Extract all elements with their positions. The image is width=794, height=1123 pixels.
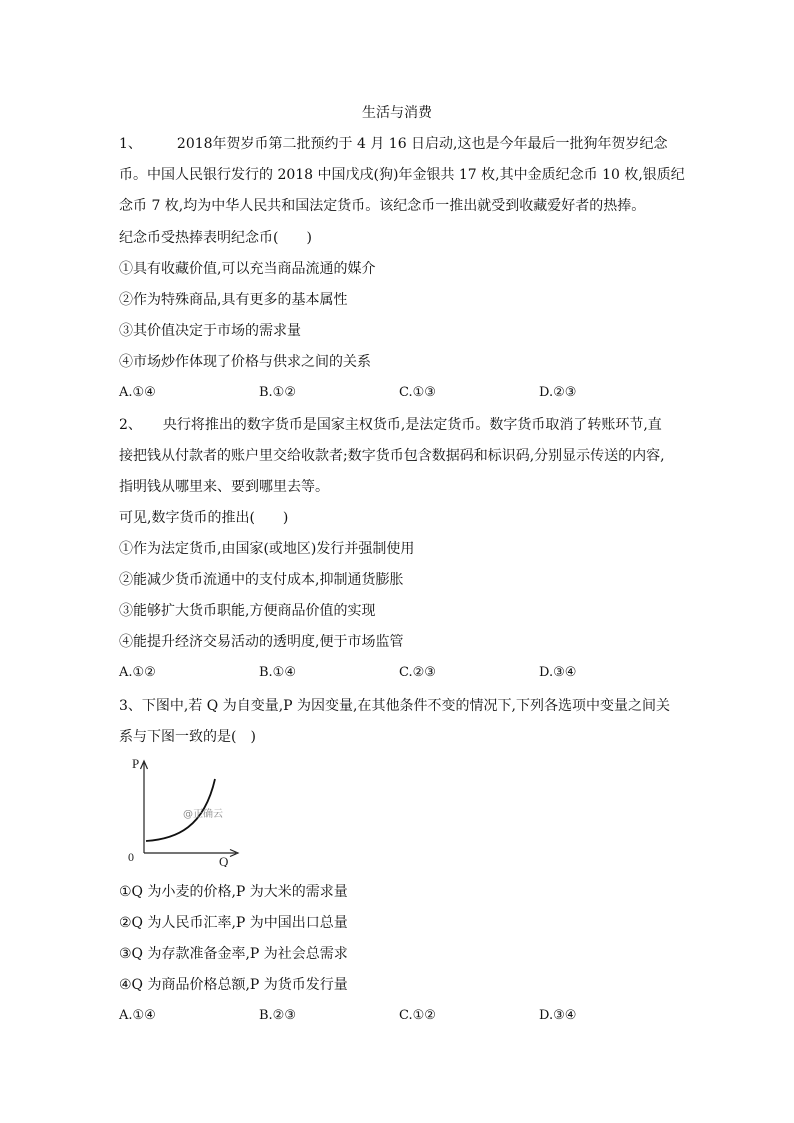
curve-graph-svg (122, 755, 242, 867)
x-axis-label: Q (219, 854, 229, 867)
q1-stem-line-2: 币。中国人民银行发行的 2018 中国戊戌(狗)年金银共 17 枚,其中金质纪念币 10 枚,银质纪 (119, 167, 685, 183)
q3-item-2: ②Q 为人民币汇率,P 为中国出口总量 (119, 915, 348, 931)
q1-stem-line-1: 1、 2018年贺岁币第二批预约于 4 月 16 日启动,这也是今年最后一批狗年贺岁纪念 (119, 136, 668, 152)
q2-stem-line-1: 2、 央行将推出的数字货币是国家主权货币,是法定货币。数字货币取消了转账环节,直 (119, 417, 662, 433)
q1-item-1: ①具有收藏价值,可以充当商品流通的媒介 (119, 261, 376, 277)
q3-option-d[interactable]: D.③④ (539, 1008, 577, 1023)
q1-option-c[interactable]: C.①③ (399, 385, 436, 400)
q1-item-3: ③其价值决定于市场的需求量 (119, 323, 301, 339)
q1-option-d[interactable]: D.②③ (539, 385, 577, 400)
q2-stem-line-3: 指明钱从哪里来、要到哪里去等。 (119, 479, 329, 495)
q2-item-2: ②能减少货币流通中的支付成本,抑制通货膨胀 (119, 572, 404, 588)
q1-question: 纪念币受热捧表明纪念币( ) (119, 230, 312, 246)
q1-option-a[interactable]: A.①④ (119, 385, 156, 400)
q3-options (119, 1004, 679, 1028)
q2-option-a[interactable]: A.①② (119, 665, 156, 680)
q3-item-1: ①Q 为小麦的价格,P 为大米的需求量 (119, 884, 348, 900)
q3-item-3: ③Q 为存款准备金率,P 为社会总需求 (119, 946, 348, 962)
q2-item-1: ①作为法定货币,由国家(或地区)发行并强制使用 (119, 541, 415, 557)
q3-option-a[interactable]: A.①④ (119, 1008, 156, 1023)
q1-options (119, 381, 679, 405)
q2-options (119, 661, 679, 685)
watermark-text: @正确云 (183, 809, 223, 820)
origin-label: 0 (128, 850, 134, 864)
q2-option-c[interactable]: C.②③ (399, 665, 436, 680)
q2-item-3: ③能够扩大货币职能,方便商品价值的实现 (119, 603, 376, 619)
q2-option-b[interactable]: B.①④ (259, 665, 296, 680)
page-title: 生活与消费 (362, 105, 432, 121)
q3-stem-line-1: 3、下图中,若 Q 为自变量,P 为因变量,在其他条件不变的情况下,下列各选项中变量之间关 (119, 698, 670, 714)
q3-option-b[interactable]: B.②③ (259, 1008, 296, 1023)
y-axis-label: P (132, 756, 140, 771)
q1-item-2: ②作为特殊商品,具有更多的基本属性 (119, 292, 348, 308)
q1-stem-line-3: 念币 7 枚,均为中华人民共和国法定货币。该纪念币一推出就受到收藏爱好者的热捧。 (119, 198, 646, 214)
q2-stem-line-2: 接把钱从付款者的账户里交给收款者;数字货币包含数据码和标识码,分别显示传送的内容, (119, 448, 665, 464)
q2-option-d[interactable]: D.③④ (539, 665, 577, 680)
q1-option-b[interactable]: B.①② (259, 385, 296, 400)
q3-item-4: ④Q 为商品价格总额,P 为货币发行量 (119, 977, 348, 993)
q3-question: 系与下图一致的是( ) (119, 729, 256, 745)
q2-question: 可见,数字货币的推出( ) (119, 510, 289, 526)
curve-graph (122, 755, 242, 867)
q1-item-4: ④市场炒作体现了价格与供求之间的关系 (119, 354, 371, 370)
q3-option-c[interactable]: C.①② (399, 1008, 436, 1023)
q2-item-4: ④能提升经济交易活动的透明度,便于市场监管 (119, 634, 404, 650)
